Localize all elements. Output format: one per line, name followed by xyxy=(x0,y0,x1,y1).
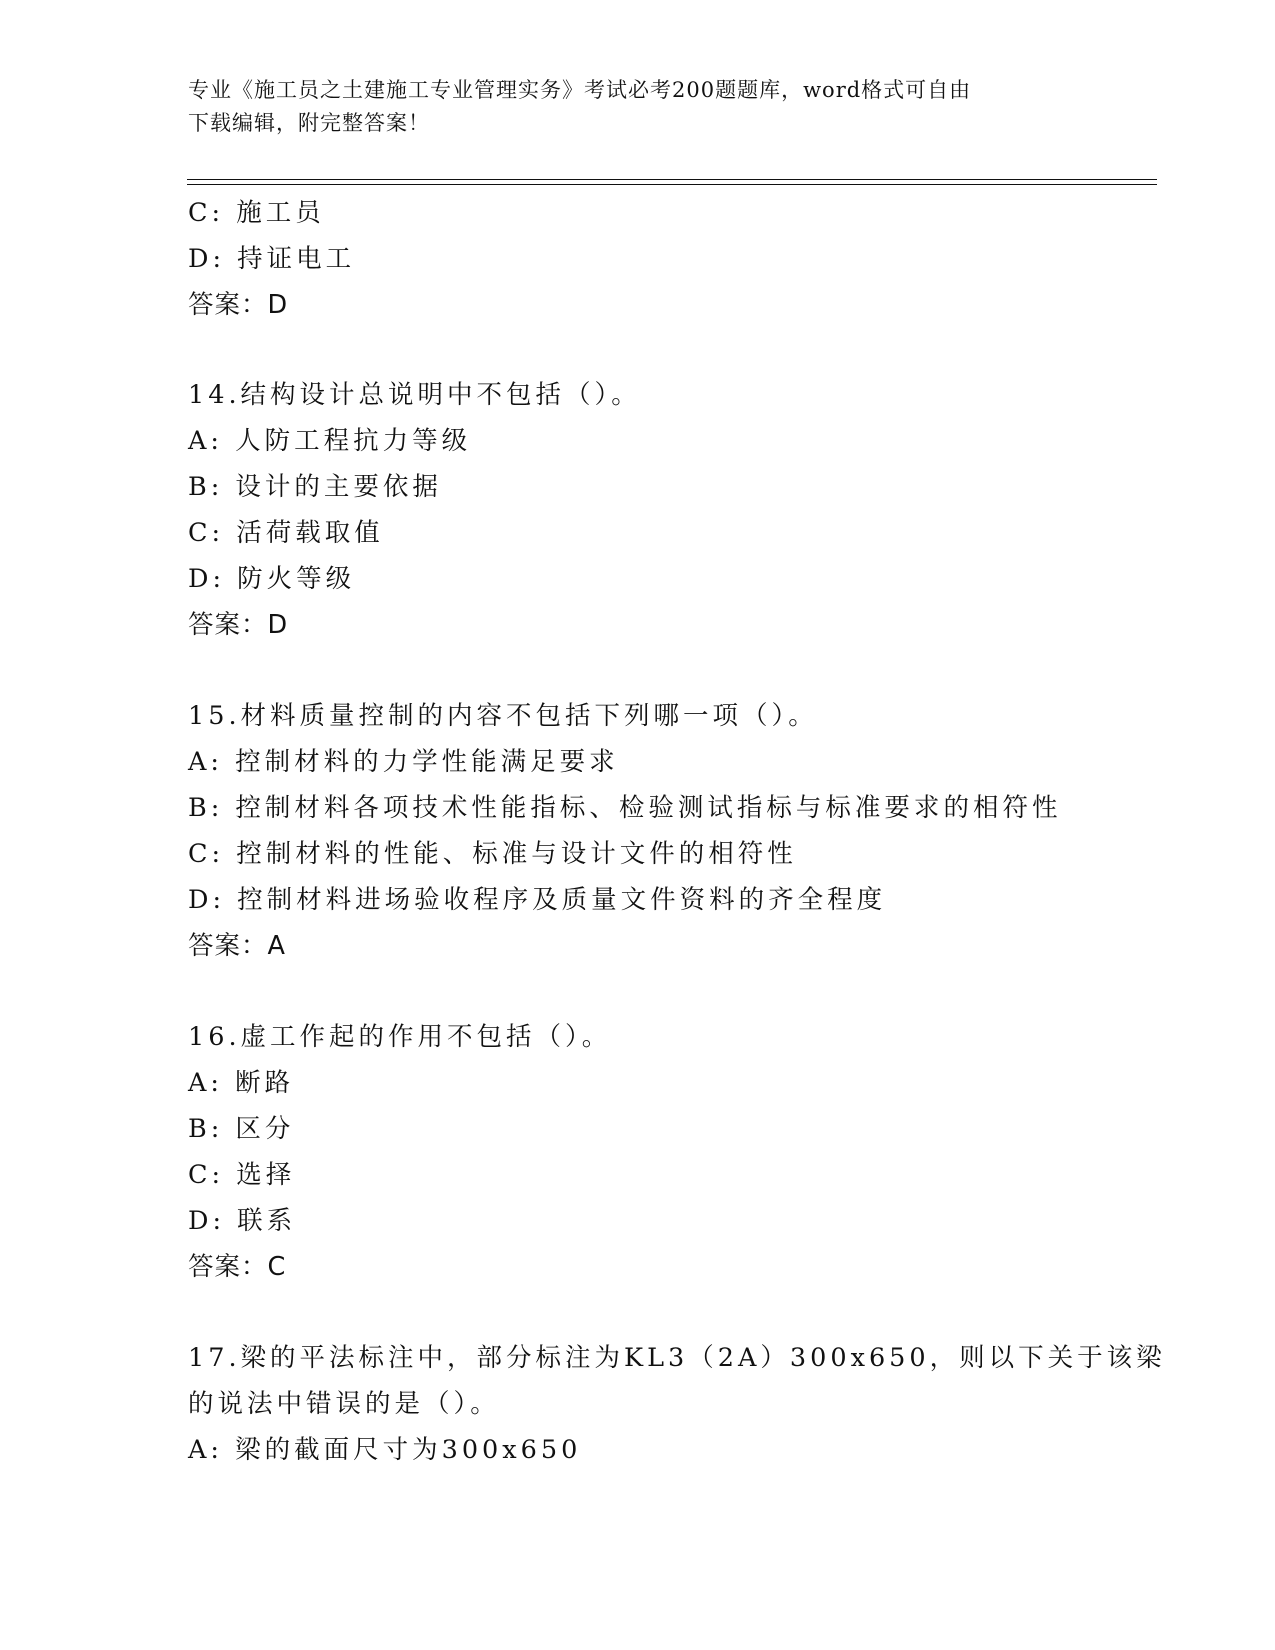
question-15-block xyxy=(188,693,1088,969)
q15-question: 15.材料质量控制的内容不包括下列哪一项（）。 xyxy=(188,701,818,731)
q17-option-a: A: 梁的截面尺寸为300x650 xyxy=(188,1435,582,1465)
q16-option-d: D: 联系 xyxy=(188,1206,297,1236)
q13-answer: 答案：D xyxy=(188,290,289,320)
header-rule-bottom xyxy=(187,184,1157,185)
header-rule-top xyxy=(187,179,1157,180)
q14-option-d: D: 防火等级 xyxy=(188,564,356,594)
q16-option-a: A: 断路 xyxy=(188,1068,295,1098)
document-header xyxy=(188,74,1088,140)
q17-question-line-1: 17.梁的平法标注中，部分标注为KL3（2A）300x650，则以下关于该梁 xyxy=(188,1343,1166,1373)
header-line-2: 下载编辑，附完整答案！ xyxy=(188,111,430,135)
q15-option-a: A: 控制材料的力学性能满足要求 xyxy=(188,747,619,777)
q14-question: 14.结构设计总说明中不包括（）。 xyxy=(188,380,641,410)
q15-option-b: B: 控制材料各项技术性能指标、检验测试指标与标准要求的相符性 xyxy=(188,793,1062,823)
q14-option-a: A: 人防工程抗力等级 xyxy=(188,426,472,456)
q14-option-c: C: 活荷载取值 xyxy=(188,518,384,548)
question-16-block xyxy=(188,1014,1088,1290)
spacer xyxy=(188,648,1088,693)
spacer xyxy=(188,1290,1088,1335)
q14-option-b: B: 设计的主要依据 xyxy=(188,472,442,502)
q17-question-line-2: 的说法中错误的是（）。 xyxy=(188,1389,500,1419)
q16-option-b: B: 区分 xyxy=(188,1114,295,1144)
q13-option-d: D: 持证电工 xyxy=(188,244,356,274)
spacer xyxy=(188,328,1088,372)
question-list xyxy=(188,190,1166,1473)
q15-answer: 答案：A xyxy=(188,931,286,961)
question-13-block xyxy=(188,190,1088,328)
q16-question: 16.虚工作起的作用不包括（）。 xyxy=(188,1022,612,1052)
spacer xyxy=(188,969,1088,1014)
q14-answer: 答案：D xyxy=(188,610,289,640)
q16-option-c: C: 选择 xyxy=(188,1160,296,1190)
header-line-1: 专业《施工员之土建施工专业管理实务》考试必考200题题库，word格式可自由 xyxy=(188,78,972,102)
q15-option-d: D: 控制材料进场验收程序及质量文件资料的齐全程度 xyxy=(188,885,887,915)
question-14-block xyxy=(188,372,1088,648)
q15-option-c: C: 控制材料的性能、标准与设计文件的相符性 xyxy=(188,839,797,869)
q13-option-c: C: 施工员 xyxy=(188,198,325,228)
q16-answer: 答案：C xyxy=(188,1252,287,1282)
question-17-block xyxy=(188,1335,1166,1473)
